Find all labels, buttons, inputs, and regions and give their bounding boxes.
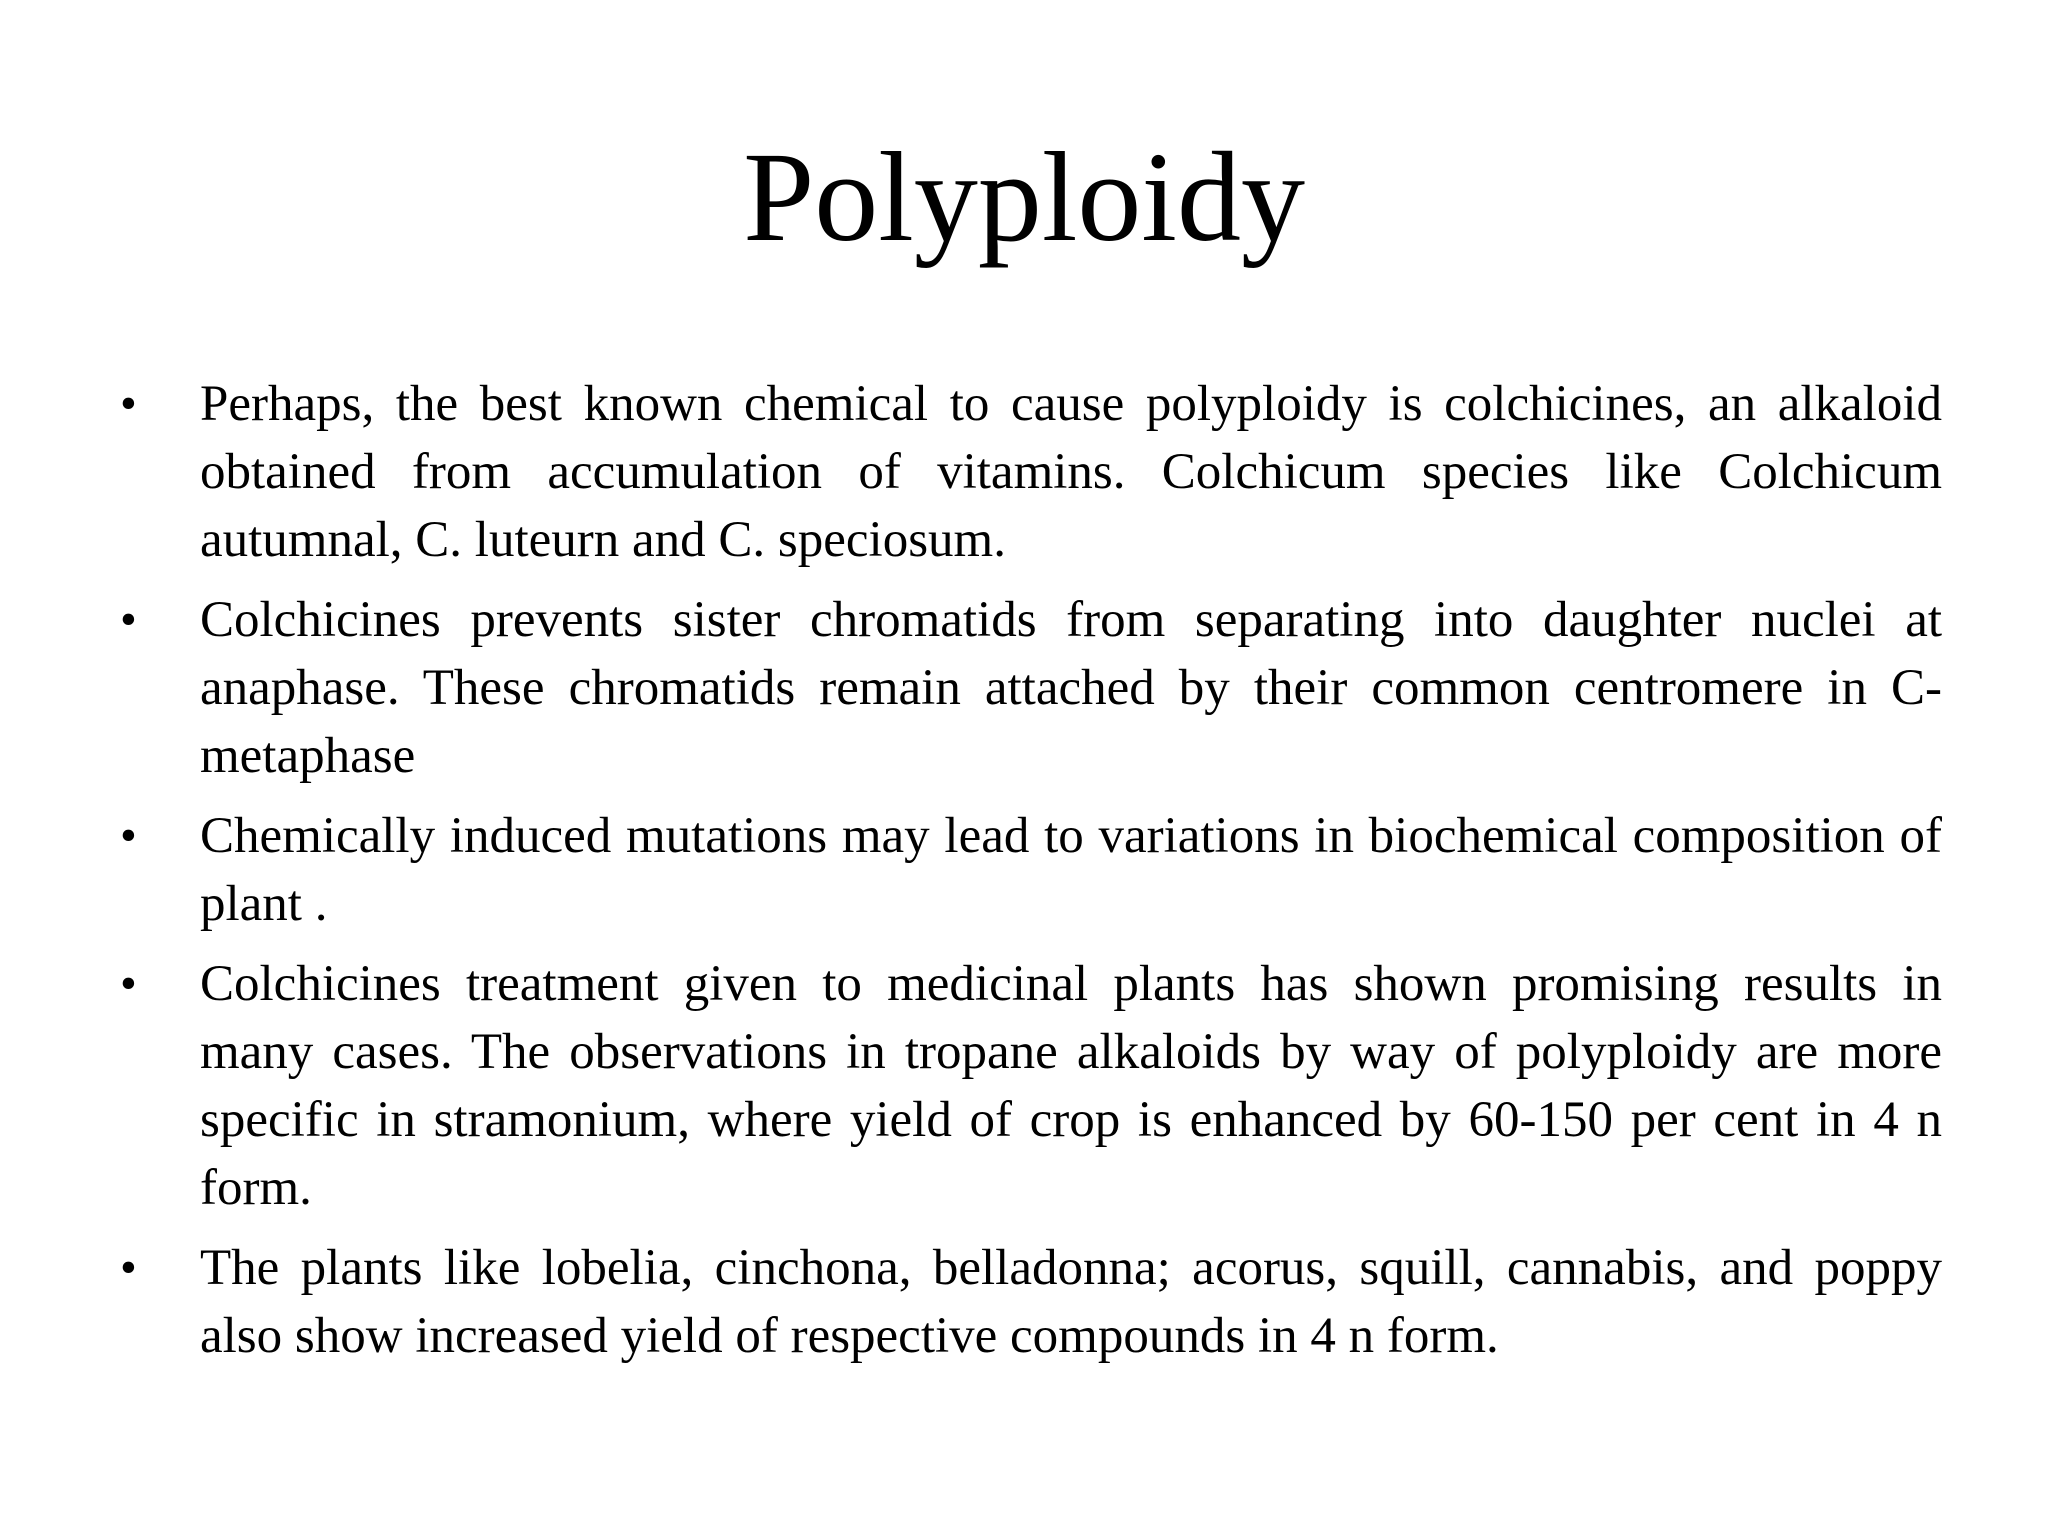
bullet-text: Chemically induced mutations may lead to variations in biochemical composition of plant . [200, 808, 1942, 932]
bullet-icon: • [120, 377, 137, 430]
bullet-text: Colchicines prevents sister chromatids from separating into daughter nuclei at anaphase. These chromatids remain attached by their common centromere in C-metaphase [200, 592, 1942, 784]
list-item [120, 950, 1942, 1222]
bullet-icon: • [120, 957, 137, 1010]
list-item [120, 586, 1942, 790]
bullet-text: Colchicines treatment given to medicinal plants has shown promising results in many cases. The observations in tropane alkaloids by way of polyploidy are more specific in stramonium, where yield of crop is enhanced by 60-150 per cent in 4 n form. [200, 956, 1942, 1216]
bullet-icon: • [120, 1241, 137, 1294]
bullet-text: The plants like lobelia, cinchona, belladonna; acorus, squill, cannabis, and poppy also show increased yield of respective compounds in 4 n form. [200, 1240, 1942, 1364]
slide-title: Polyploidy [743, 126, 1305, 268]
list-item [120, 802, 1942, 938]
bullet-icon: • [120, 809, 137, 862]
bullet-list [120, 370, 1942, 1382]
list-item [120, 1234, 1942, 1370]
bullet-icon: • [120, 593, 137, 646]
list-item [120, 370, 1942, 574]
bullet-text: Perhaps, the best known chemical to cause polyploidy is colchicines, an alkaloid obtained from accumulation of vitamins. Colchicum species like Colchicum autumnal, C. luteurn and C. speciosum. [200, 376, 1942, 568]
